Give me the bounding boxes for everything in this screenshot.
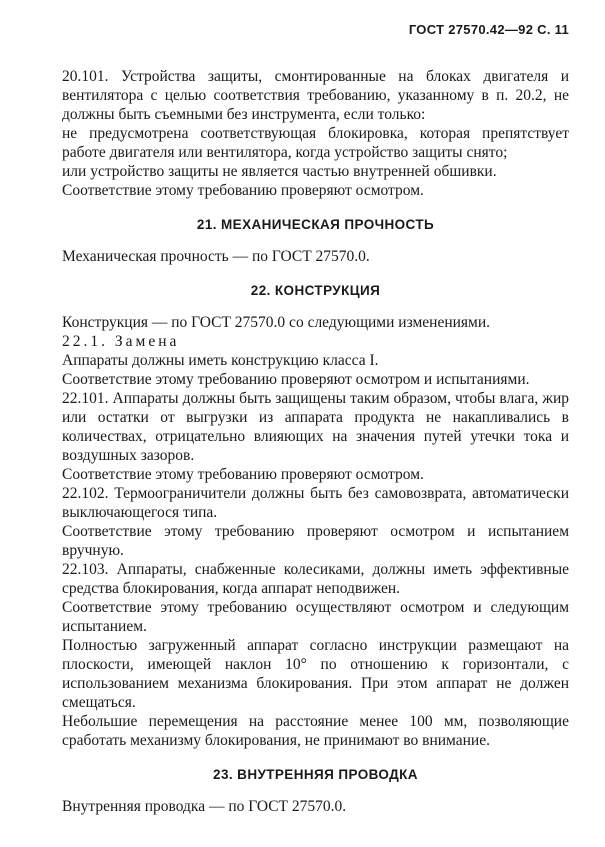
paragraph-20-101: 20.101. Устройства защиты, смонтированные на блоках двигателя и вентилятора с целью соответствия требованию, указанному в п. 20.2, не должны быть съемными без инструмента, если только: [62,68,569,123]
clause-22-102: 22.102. Термоограничители должны быть без самовозврата, автоматически выключающегося типа. [62,485,569,521]
clause-22-1-compliance: Соответствие этому требованию проверяют осмотром и испытаниями. [62,371,530,388]
section-heading-22: 22. КОНСТРУКЦИЯ [250,283,381,298]
clause-22-101-compliance: Соответствие этому требованию проверяют осмотром. [62,466,424,483]
clause-22-1-text: Аппараты должны иметь конструкцию класса I. [62,352,379,369]
paragraph-inner-lining-condition: или устройство защиты не является частью внутренней обшивки. [62,163,497,180]
clause-22-103-test: Полностью загруженный аппарат согласно инструкции размещают на плоскости, имеющей наклон 10° по отношению к горизонтали, с использованием механизма блокирования. При этом аппарат не должен смещаться. [62,637,569,711]
section-heading-23: 23. ВНУТРЕННЯЯ ПРОВОДКА [213,767,418,782]
clause-22-103: 22.103. Аппараты, снабженные колесиками, должны иметь эффективные средства блокирования, когда аппарат неподвижен. [62,561,569,597]
clause-22-103-note: Небольшие перемещения на расстояние менее 100 мм, позволяющие сработать механизму блокирования, не принимают во внимание. [62,713,569,749]
paragraph-blocking-condition: не предусмотрена соответствующая блокировка, которая препятствует работе двигателя или вентилятора, когда устройство защиты снято; [62,125,569,161]
clause-22-102-compliance: Соответствие этому требованию проверяют осмотром и испытанием вручную. [62,523,569,559]
section-23-text: Внутренняя проводка — по ГОСТ 27570.0. [62,798,347,815]
running-header: ГОСТ 27570.42—92 С. 11 [408,22,569,37]
section-22-intro: Конструкция — по ГОСТ 27570.0 со следующими изменениями. [62,314,491,331]
paragraph-compliance-check: Соответствие этому требованию проверяют осмотром. [62,182,424,199]
clause-22-103-compliance: Соответствие этому требованию осуществляют осмотром и следующим испытанием. [62,599,569,635]
section-21-text: Механическая прочность — по ГОСТ 27570.0. [62,248,370,265]
clause-22-1-title: 22.1. Замена [62,333,180,350]
section-heading-21: 21. МЕХАНИЧЕСКАЯ ПРОЧНОСТЬ [196,217,435,232]
clause-22-101: 22.101. Аппараты должны быть защищены таким образом, чтобы влага, жир или остатки от выгрузки из аппарата продукта не накапливались в количествах, отрицательно влияющих на значения путей утечки тока и воздушных зазоров. [62,390,569,464]
